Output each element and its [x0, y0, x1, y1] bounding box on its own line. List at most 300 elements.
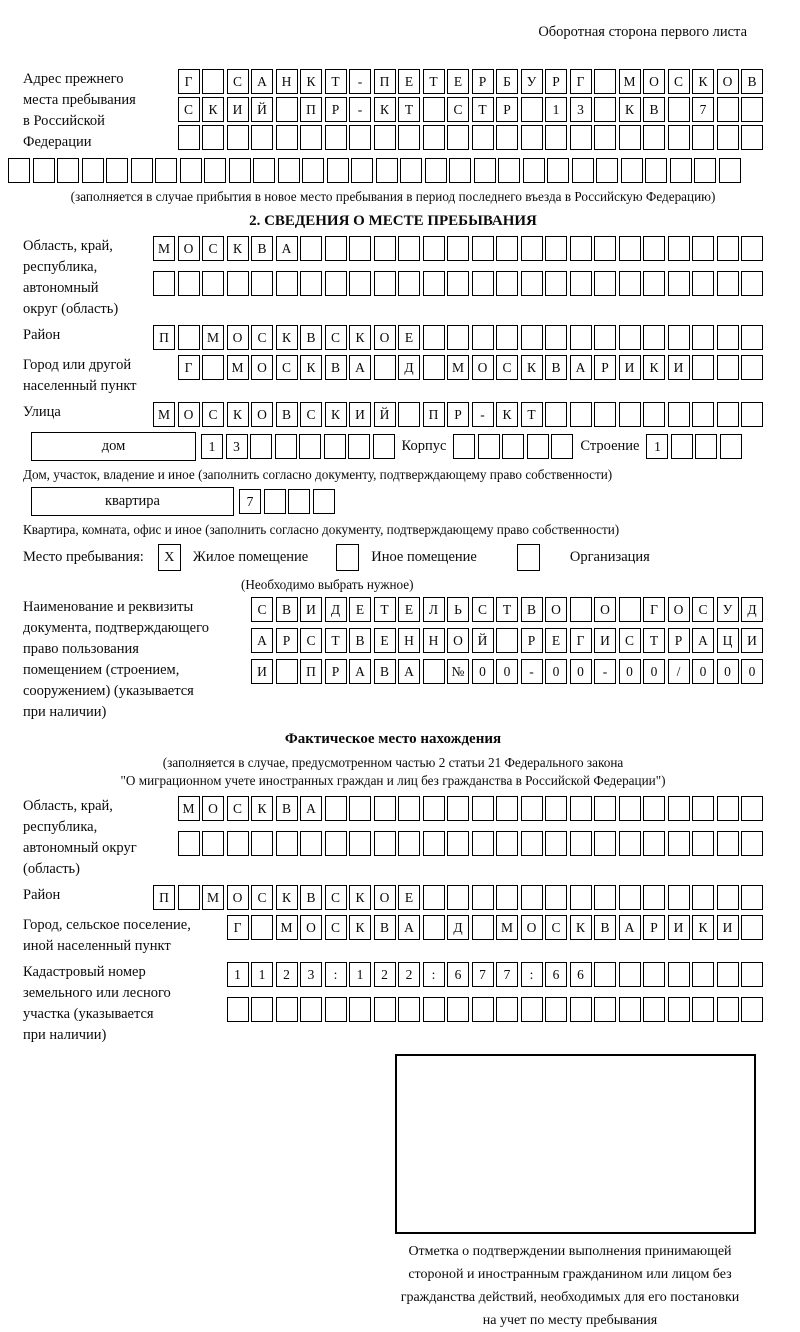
- char-box[interactable]: [671, 434, 693, 459]
- char-box[interactable]: [472, 271, 494, 296]
- char-box[interactable]: [131, 158, 153, 183]
- char-box[interactable]: [374, 355, 396, 380]
- char-box[interactable]: [692, 355, 714, 380]
- char-box[interactable]: А: [276, 236, 298, 261]
- char-box[interactable]: :: [325, 962, 347, 987]
- char-box[interactable]: [741, 997, 763, 1022]
- char-box[interactable]: [645, 158, 667, 183]
- char-box[interactable]: -: [472, 402, 494, 427]
- char-box[interactable]: О: [374, 325, 396, 350]
- char-box[interactable]: Л: [423, 597, 445, 622]
- stay-other-checkbox[interactable]: [336, 544, 359, 571]
- char-box[interactable]: Е: [398, 325, 420, 350]
- char-box[interactable]: К: [251, 796, 273, 821]
- char-box[interactable]: Е: [398, 885, 420, 910]
- char-box[interactable]: [619, 325, 641, 350]
- char-box[interactable]: У: [717, 597, 739, 622]
- char-box[interactable]: [33, 158, 55, 183]
- char-box[interactable]: [741, 962, 763, 987]
- char-box[interactable]: 0: [692, 659, 714, 684]
- char-box[interactable]: [545, 885, 567, 910]
- char-box[interactable]: [251, 915, 273, 940]
- char-box[interactable]: :: [521, 962, 543, 987]
- char-box[interactable]: П: [300, 659, 322, 684]
- char-box[interactable]: С: [545, 915, 567, 940]
- char-box[interactable]: С: [227, 69, 249, 94]
- char-box[interactable]: 0: [741, 659, 763, 684]
- char-box[interactable]: [373, 434, 395, 459]
- char-box[interactable]: [447, 236, 469, 261]
- char-box[interactable]: [472, 236, 494, 261]
- char-box[interactable]: М: [153, 236, 175, 261]
- char-box[interactable]: [570, 885, 592, 910]
- char-box[interactable]: [694, 158, 716, 183]
- char-box[interactable]: С: [325, 885, 347, 910]
- char-box[interactable]: [349, 271, 371, 296]
- char-box[interactable]: 6: [447, 962, 469, 987]
- char-box[interactable]: М: [178, 796, 200, 821]
- char-box[interactable]: С: [325, 915, 347, 940]
- char-box[interactable]: М: [202, 885, 224, 910]
- char-box[interactable]: К: [643, 355, 665, 380]
- char-box[interactable]: [692, 831, 714, 856]
- char-box[interactable]: [423, 885, 445, 910]
- char-box[interactable]: [202, 125, 224, 150]
- char-box[interactable]: К: [325, 402, 347, 427]
- char-box[interactable]: [692, 236, 714, 261]
- char-box[interactable]: М: [619, 69, 641, 94]
- char-box[interactable]: А: [692, 628, 714, 653]
- char-box[interactable]: Р: [643, 915, 665, 940]
- char-box[interactable]: [741, 355, 763, 380]
- char-box[interactable]: В: [276, 796, 298, 821]
- char-box[interactable]: [178, 831, 200, 856]
- char-box[interactable]: А: [251, 628, 273, 653]
- char-box[interactable]: 0: [643, 659, 665, 684]
- char-box[interactable]: [376, 158, 398, 183]
- char-box[interactable]: [717, 885, 739, 910]
- char-box[interactable]: [521, 885, 543, 910]
- char-box[interactable]: 1: [646, 434, 668, 459]
- char-box[interactable]: [496, 831, 518, 856]
- char-box[interactable]: 0: [472, 659, 494, 684]
- char-box[interactable]: В: [251, 236, 273, 261]
- char-box[interactable]: [570, 236, 592, 261]
- char-box[interactable]: [741, 831, 763, 856]
- char-box[interactable]: [472, 997, 494, 1022]
- char-box[interactable]: -: [594, 659, 616, 684]
- char-box[interactable]: [496, 628, 518, 653]
- char-box[interactable]: [692, 125, 714, 150]
- char-box[interactable]: [325, 271, 347, 296]
- char-box[interactable]: О: [594, 597, 616, 622]
- char-box[interactable]: Т: [325, 69, 347, 94]
- char-box[interactable]: [545, 831, 567, 856]
- char-box[interactable]: [547, 158, 569, 183]
- char-box[interactable]: Ц: [717, 628, 739, 653]
- char-box[interactable]: [398, 831, 420, 856]
- char-box[interactable]: Б: [496, 69, 518, 94]
- char-box[interactable]: Ь: [447, 597, 469, 622]
- char-box[interactable]: [153, 271, 175, 296]
- char-box[interactable]: Р: [276, 628, 298, 653]
- char-box[interactable]: Р: [668, 628, 690, 653]
- char-box[interactable]: /: [668, 659, 690, 684]
- char-box[interactable]: [374, 236, 396, 261]
- char-box[interactable]: [523, 158, 545, 183]
- char-box[interactable]: [643, 236, 665, 261]
- char-box[interactable]: 7: [239, 489, 261, 514]
- char-box[interactable]: [717, 97, 739, 122]
- char-box[interactable]: [741, 97, 763, 122]
- char-box[interactable]: [545, 271, 567, 296]
- char-box[interactable]: [668, 125, 690, 150]
- char-box[interactable]: И: [717, 915, 739, 940]
- char-box[interactable]: Г: [570, 69, 592, 94]
- char-box[interactable]: [423, 915, 445, 940]
- stay-residential-checkbox[interactable]: X: [158, 544, 181, 571]
- char-box[interactable]: [496, 885, 518, 910]
- char-box[interactable]: К: [374, 97, 396, 122]
- char-box[interactable]: [202, 271, 224, 296]
- char-box[interactable]: Г: [227, 915, 249, 940]
- char-box[interactable]: [545, 125, 567, 150]
- char-box[interactable]: Т: [521, 402, 543, 427]
- char-box[interactable]: С: [276, 355, 298, 380]
- char-box[interactable]: №: [447, 659, 469, 684]
- char-box[interactable]: [374, 831, 396, 856]
- char-box[interactable]: [619, 831, 641, 856]
- char-box[interactable]: [82, 158, 104, 183]
- char-box[interactable]: 0: [717, 659, 739, 684]
- char-box[interactable]: [374, 125, 396, 150]
- char-box[interactable]: И: [300, 597, 322, 622]
- char-box[interactable]: С: [619, 628, 641, 653]
- char-box[interactable]: [178, 271, 200, 296]
- char-box[interactable]: [717, 796, 739, 821]
- char-box[interactable]: Й: [374, 402, 396, 427]
- char-box[interactable]: А: [251, 69, 273, 94]
- char-box[interactable]: А: [349, 659, 371, 684]
- char-box[interactable]: [545, 325, 567, 350]
- char-box[interactable]: [302, 158, 324, 183]
- char-box[interactable]: [521, 97, 543, 122]
- char-box[interactable]: К: [349, 325, 371, 350]
- char-box[interactable]: [594, 271, 616, 296]
- char-box[interactable]: [374, 271, 396, 296]
- char-box[interactable]: Р: [496, 97, 518, 122]
- char-box[interactable]: [643, 885, 665, 910]
- char-box[interactable]: О: [447, 628, 469, 653]
- char-box[interactable]: [398, 125, 420, 150]
- char-box[interactable]: С: [325, 325, 347, 350]
- char-box[interactable]: [521, 796, 543, 821]
- char-box[interactable]: М: [227, 355, 249, 380]
- char-box[interactable]: [619, 271, 641, 296]
- char-box[interactable]: 0: [496, 659, 518, 684]
- char-box[interactable]: 3: [226, 434, 248, 459]
- char-box[interactable]: :: [423, 962, 445, 987]
- char-box[interactable]: 2: [276, 962, 298, 987]
- char-box[interactable]: [447, 997, 469, 1022]
- char-box[interactable]: [570, 831, 592, 856]
- char-box[interactable]: К: [521, 355, 543, 380]
- char-box[interactable]: [253, 158, 275, 183]
- char-box[interactable]: [570, 271, 592, 296]
- char-box[interactable]: Е: [374, 628, 396, 653]
- char-box[interactable]: [398, 997, 420, 1022]
- char-box[interactable]: С: [178, 97, 200, 122]
- char-box[interactable]: [496, 125, 518, 150]
- char-box[interactable]: [472, 796, 494, 821]
- char-box[interactable]: [496, 796, 518, 821]
- char-box[interactable]: Й: [472, 628, 494, 653]
- char-box[interactable]: И: [349, 402, 371, 427]
- char-box[interactable]: [425, 158, 447, 183]
- char-box[interactable]: В: [300, 885, 322, 910]
- char-box[interactable]: [643, 402, 665, 427]
- char-box[interactable]: С: [251, 885, 273, 910]
- char-box[interactable]: С: [447, 97, 469, 122]
- char-box[interactable]: Р: [521, 628, 543, 653]
- char-box[interactable]: [474, 158, 496, 183]
- char-box[interactable]: [741, 885, 763, 910]
- char-box[interactable]: [449, 158, 471, 183]
- char-box[interactable]: [155, 158, 177, 183]
- char-box[interactable]: С: [496, 355, 518, 380]
- char-box[interactable]: В: [594, 915, 616, 940]
- char-box[interactable]: О: [178, 402, 200, 427]
- char-box[interactable]: [478, 434, 500, 459]
- char-box[interactable]: [692, 271, 714, 296]
- char-box[interactable]: [300, 997, 322, 1022]
- char-box[interactable]: В: [349, 628, 371, 653]
- char-box[interactable]: [251, 271, 273, 296]
- char-box[interactable]: [570, 325, 592, 350]
- char-box[interactable]: [288, 489, 310, 514]
- char-box[interactable]: С: [251, 325, 273, 350]
- char-box[interactable]: [472, 325, 494, 350]
- char-box[interactable]: [741, 125, 763, 150]
- char-box[interactable]: В: [741, 69, 763, 94]
- char-box[interactable]: -: [349, 97, 371, 122]
- char-box[interactable]: [594, 236, 616, 261]
- char-box[interactable]: [643, 962, 665, 987]
- char-box[interactable]: К: [570, 915, 592, 940]
- char-box[interactable]: [717, 325, 739, 350]
- char-box[interactable]: [668, 97, 690, 122]
- char-box[interactable]: В: [374, 659, 396, 684]
- char-box[interactable]: К: [496, 402, 518, 427]
- char-box[interactable]: [551, 434, 573, 459]
- char-box[interactable]: 0: [619, 659, 641, 684]
- char-box[interactable]: 0: [545, 659, 567, 684]
- char-box[interactable]: 2: [398, 962, 420, 987]
- char-box[interactable]: 3: [300, 962, 322, 987]
- char-box[interactable]: [227, 125, 249, 150]
- char-box[interactable]: [717, 997, 739, 1022]
- char-box[interactable]: Т: [374, 597, 396, 622]
- char-box[interactable]: В: [300, 325, 322, 350]
- char-box[interactable]: [594, 962, 616, 987]
- char-box[interactable]: С: [202, 402, 224, 427]
- char-box[interactable]: В: [325, 355, 347, 380]
- char-box[interactable]: [619, 402, 641, 427]
- char-box[interactable]: [327, 158, 349, 183]
- char-box[interactable]: Е: [398, 597, 420, 622]
- char-box[interactable]: [496, 236, 518, 261]
- char-box[interactable]: [276, 271, 298, 296]
- char-box[interactable]: [521, 325, 543, 350]
- char-box[interactable]: [229, 158, 251, 183]
- char-box[interactable]: [521, 236, 543, 261]
- char-box[interactable]: [695, 434, 717, 459]
- char-box[interactable]: [299, 434, 321, 459]
- char-box[interactable]: К: [692, 69, 714, 94]
- char-box[interactable]: [423, 125, 445, 150]
- char-box[interactable]: [643, 125, 665, 150]
- char-box[interactable]: [325, 997, 347, 1022]
- char-box[interactable]: О: [227, 885, 249, 910]
- char-box[interactable]: [619, 125, 641, 150]
- char-box[interactable]: [324, 434, 346, 459]
- char-box[interactable]: И: [594, 628, 616, 653]
- char-box[interactable]: 0: [570, 659, 592, 684]
- char-box[interactable]: Д: [741, 597, 763, 622]
- char-box[interactable]: [276, 831, 298, 856]
- char-box[interactable]: [251, 831, 273, 856]
- char-box[interactable]: Р: [545, 69, 567, 94]
- char-box[interactable]: [717, 402, 739, 427]
- char-box[interactable]: И: [668, 355, 690, 380]
- char-box[interactable]: [668, 325, 690, 350]
- char-box[interactable]: [717, 831, 739, 856]
- char-box[interactable]: [398, 271, 420, 296]
- char-box[interactable]: 1: [201, 434, 223, 459]
- char-box[interactable]: [398, 402, 420, 427]
- char-box[interactable]: [720, 434, 742, 459]
- char-box[interactable]: [692, 402, 714, 427]
- char-box[interactable]: В: [276, 597, 298, 622]
- char-box[interactable]: [594, 402, 616, 427]
- char-box[interactable]: [594, 325, 616, 350]
- char-box[interactable]: [741, 325, 763, 350]
- char-box[interactable]: [472, 125, 494, 150]
- char-box[interactable]: К: [300, 69, 322, 94]
- char-box[interactable]: [619, 885, 641, 910]
- char-box[interactable]: [204, 158, 226, 183]
- char-box[interactable]: [398, 796, 420, 821]
- char-box[interactable]: [374, 796, 396, 821]
- char-box[interactable]: [447, 125, 469, 150]
- char-box[interactable]: А: [570, 355, 592, 380]
- char-box[interactable]: [447, 831, 469, 856]
- char-box[interactable]: И: [741, 628, 763, 653]
- char-box[interactable]: [594, 997, 616, 1022]
- char-box[interactable]: П: [374, 69, 396, 94]
- char-box[interactable]: [619, 796, 641, 821]
- char-box[interactable]: О: [717, 69, 739, 94]
- char-box[interactable]: О: [227, 325, 249, 350]
- char-box[interactable]: [278, 158, 300, 183]
- char-box[interactable]: 6: [570, 962, 592, 987]
- char-box[interactable]: [447, 325, 469, 350]
- char-box[interactable]: [348, 434, 370, 459]
- char-box[interactable]: К: [227, 236, 249, 261]
- char-box[interactable]: 7: [692, 97, 714, 122]
- char-box[interactable]: Р: [472, 69, 494, 94]
- char-box[interactable]: М: [447, 355, 469, 380]
- char-box[interactable]: Т: [398, 97, 420, 122]
- char-box[interactable]: [570, 796, 592, 821]
- char-box[interactable]: [178, 885, 200, 910]
- char-box[interactable]: [668, 831, 690, 856]
- char-box[interactable]: В: [276, 402, 298, 427]
- char-box[interactable]: О: [545, 597, 567, 622]
- char-box[interactable]: [8, 158, 30, 183]
- char-box[interactable]: Г: [643, 597, 665, 622]
- char-box[interactable]: О: [472, 355, 494, 380]
- stay-organization-checkbox[interactable]: [517, 544, 540, 571]
- char-box[interactable]: [545, 236, 567, 261]
- char-box[interactable]: [472, 831, 494, 856]
- char-box[interactable]: Р: [325, 659, 347, 684]
- char-box[interactable]: Н: [423, 628, 445, 653]
- char-box[interactable]: [545, 997, 567, 1022]
- char-box[interactable]: [251, 997, 273, 1022]
- char-box[interactable]: [719, 158, 741, 183]
- char-box[interactable]: Т: [423, 69, 445, 94]
- char-box[interactable]: [741, 236, 763, 261]
- char-box[interactable]: С: [300, 628, 322, 653]
- char-box[interactable]: 1: [227, 962, 249, 987]
- char-box[interactable]: [251, 125, 273, 150]
- char-box[interactable]: [668, 402, 690, 427]
- char-box[interactable]: [276, 659, 298, 684]
- char-box[interactable]: В: [374, 915, 396, 940]
- char-box[interactable]: -: [521, 659, 543, 684]
- char-box[interactable]: [668, 271, 690, 296]
- char-box[interactable]: [300, 236, 322, 261]
- char-box[interactable]: М: [153, 402, 175, 427]
- char-box[interactable]: [423, 831, 445, 856]
- char-box[interactable]: Е: [545, 628, 567, 653]
- char-box[interactable]: [643, 796, 665, 821]
- char-box[interactable]: [400, 158, 422, 183]
- char-box[interactable]: [325, 125, 347, 150]
- char-box[interactable]: [447, 796, 469, 821]
- char-box[interactable]: [300, 831, 322, 856]
- char-box[interactable]: [423, 97, 445, 122]
- char-box[interactable]: [692, 796, 714, 821]
- char-box[interactable]: К: [349, 885, 371, 910]
- char-box[interactable]: Н: [398, 628, 420, 653]
- char-box[interactable]: 1: [251, 962, 273, 987]
- char-box[interactable]: [621, 158, 643, 183]
- char-box[interactable]: [276, 997, 298, 1022]
- char-box[interactable]: [668, 997, 690, 1022]
- char-box[interactable]: 1: [349, 962, 371, 987]
- char-box[interactable]: Т: [325, 628, 347, 653]
- char-box[interactable]: С: [692, 597, 714, 622]
- char-box[interactable]: Г: [570, 628, 592, 653]
- char-box[interactable]: [374, 997, 396, 1022]
- char-box[interactable]: К: [300, 355, 322, 380]
- char-box[interactable]: К: [202, 97, 224, 122]
- char-box[interactable]: [502, 434, 524, 459]
- char-box[interactable]: М: [202, 325, 224, 350]
- char-box[interactable]: [717, 125, 739, 150]
